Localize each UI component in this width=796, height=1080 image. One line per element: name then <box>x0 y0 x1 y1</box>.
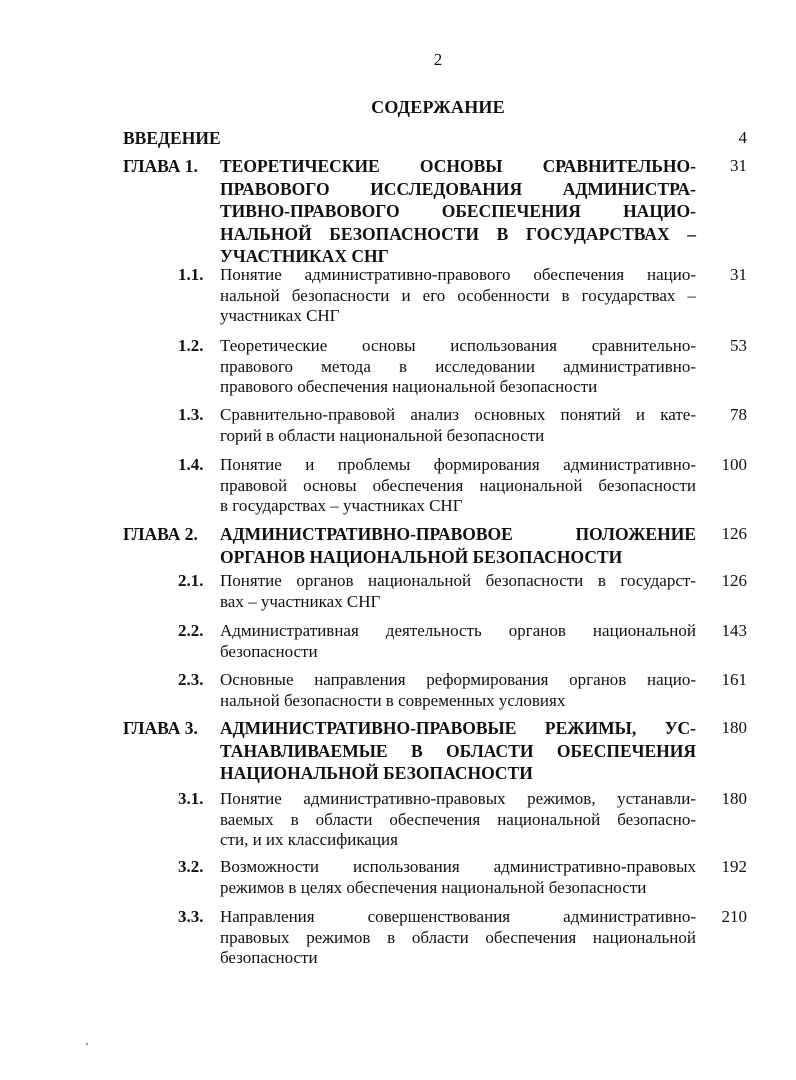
section-title <box>220 857 696 898</box>
section-title-line: сти, и их классификация <box>220 830 398 849</box>
section-number: 1.4. <box>178 455 204 474</box>
section-page: 192 <box>721 857 747 876</box>
section-title-line: ваемых в области обеспечения национальной безопасно- <box>220 809 696 829</box>
section-page: 31 <box>730 265 747 284</box>
intro-label: ВВЕДЕНИЕ <box>123 128 221 148</box>
section-title-line: Направления совершенствования административно- <box>220 907 696 926</box>
section-page: 210 <box>721 907 747 926</box>
section-title-line: Административная деятельность органов национальной <box>220 621 696 640</box>
chapter-title-line: НАЛЬНОЙ БЕЗОПАСНОСТИ В ГОСУДАРСТВАХ – <box>220 223 696 244</box>
section-title <box>220 670 696 711</box>
section-title <box>220 789 696 851</box>
section-number: 3.3. <box>178 907 204 926</box>
section-title-line: Понятие органов национальной безопасности в государст- <box>220 571 696 590</box>
section-number: 2.3. <box>178 670 204 689</box>
chapter-page: 180 <box>721 718 747 737</box>
section-title-line: правовой основы обеспечения национальной безопасности <box>220 475 696 495</box>
section-title-line: Сравнительно-правовой анализ основных понятий и кате- <box>220 405 696 424</box>
scan-speck <box>86 1043 88 1045</box>
section-title <box>220 907 696 969</box>
chapter-page: 126 <box>721 524 747 543</box>
section-title-line: Теоретические основы использования сравнительно- <box>220 336 696 355</box>
section-title-line: в государствах – участниках СНГ <box>220 496 463 515</box>
section-title-line: нальной безопасности и его особенности в государствах – <box>220 285 696 305</box>
section-number: 3.2. <box>178 857 204 876</box>
chapter-label: ГЛАВА 1. <box>123 156 198 176</box>
section-title-line: правового обеспечения национальной безопасности <box>220 377 598 396</box>
chapter-page: 31 <box>730 156 747 175</box>
section-title <box>220 571 696 612</box>
chapter-title-line: ПРАВОВОГО ИССЛЕДОВАНИЯ АДМИНИСТРА- <box>220 178 696 199</box>
chapter-title-line: АДМИНИСТРАТИВНО-ПРАВОВОЕ ПОЛОЖЕНИЕ <box>220 524 696 544</box>
chapter-title-line: АДМИНИСТРАТИВНО-ПРАВОВЫЕ РЕЖИМЫ, УС- <box>220 718 696 738</box>
section-number: 1.1. <box>178 265 204 284</box>
section-title <box>220 405 696 446</box>
section-title <box>220 265 696 327</box>
intro-page: 4 <box>738 128 747 147</box>
section-number: 2.1. <box>178 571 204 590</box>
section-number: 2.2. <box>178 621 204 640</box>
section-title <box>220 336 696 398</box>
chapter-title-line: ТАНАВЛИВАЕМЫЕ В ОБЛАСТИ ОБЕСПЕЧЕНИЯ <box>220 740 696 761</box>
chapter-title-line: ОРГАНОВ НАЦИОНАЛЬНОЙ БЕЗОПАСНОСТИ <box>220 546 623 567</box>
section-title-line: правового метода в исследовании административно- <box>220 356 696 376</box>
section-title-line: правовых режимов в области обеспечения национальной <box>220 927 696 947</box>
chapter-title-line: ТИВНО-ПРАВОВОГО ОБЕСПЕЧЕНИЯ НАЦИО- <box>220 201 696 221</box>
section-title-line: Понятие административно-правовых режимов, устанавли- <box>220 789 696 808</box>
section-number: 1.2. <box>178 336 204 355</box>
section-title-line: Понятие и проблемы формирования административно- <box>220 455 696 474</box>
section-title-line: Основные направления реформирования органов нацио- <box>220 670 696 689</box>
section-title-line: Возможности использования административно-правовых <box>220 857 696 876</box>
section-page: 53 <box>730 336 747 355</box>
section-page: 143 <box>721 621 747 640</box>
section-title-line: Понятие административно-правового обеспечения нацио- <box>220 265 696 284</box>
section-title-line: участниках СНГ <box>220 306 340 325</box>
chapter-title <box>220 717 696 785</box>
chapter-title-line: ТЕОРЕТИЧЕСКИЕ ОСНОВЫ СРАВНИТЕЛЬНО- <box>220 156 696 176</box>
section-title-line: безопасности <box>220 641 318 661</box>
section-page: 78 <box>730 405 747 424</box>
chapter-title-line: НАЦИОНАЛЬНОЙ БЕЗОПАСНОСТИ <box>220 763 533 783</box>
section-title-line: режимов в целях обеспечения национальной безопасности <box>220 877 647 897</box>
chapter-title <box>220 155 696 268</box>
section-title-line: горий в области национальной безопасности <box>220 425 545 445</box>
chapter-label: ГЛАВА 3. <box>123 718 198 738</box>
chapter-title <box>220 523 696 568</box>
page-title: СОДЕРЖАНИЕ <box>371 97 505 117</box>
section-page: 126 <box>721 571 747 590</box>
section-title <box>220 455 696 517</box>
section-title-line: вах – участниках СНГ <box>220 591 381 611</box>
section-page: 100 <box>721 455 747 474</box>
chapter-label: ГЛАВА 2. <box>123 524 198 544</box>
page-number: 2 <box>433 50 443 69</box>
section-title-line: нальной безопасности в современных условиях <box>220 690 566 710</box>
section-number: 1.3. <box>178 405 204 424</box>
chapter-title-line: УЧАСТНИКАХ СНГ <box>220 246 389 266</box>
section-number: 3.1. <box>178 789 204 808</box>
section-page: 180 <box>721 789 747 808</box>
section-title <box>220 621 696 662</box>
section-title-line: безопасности <box>220 948 318 967</box>
section-page: 161 <box>721 670 747 689</box>
